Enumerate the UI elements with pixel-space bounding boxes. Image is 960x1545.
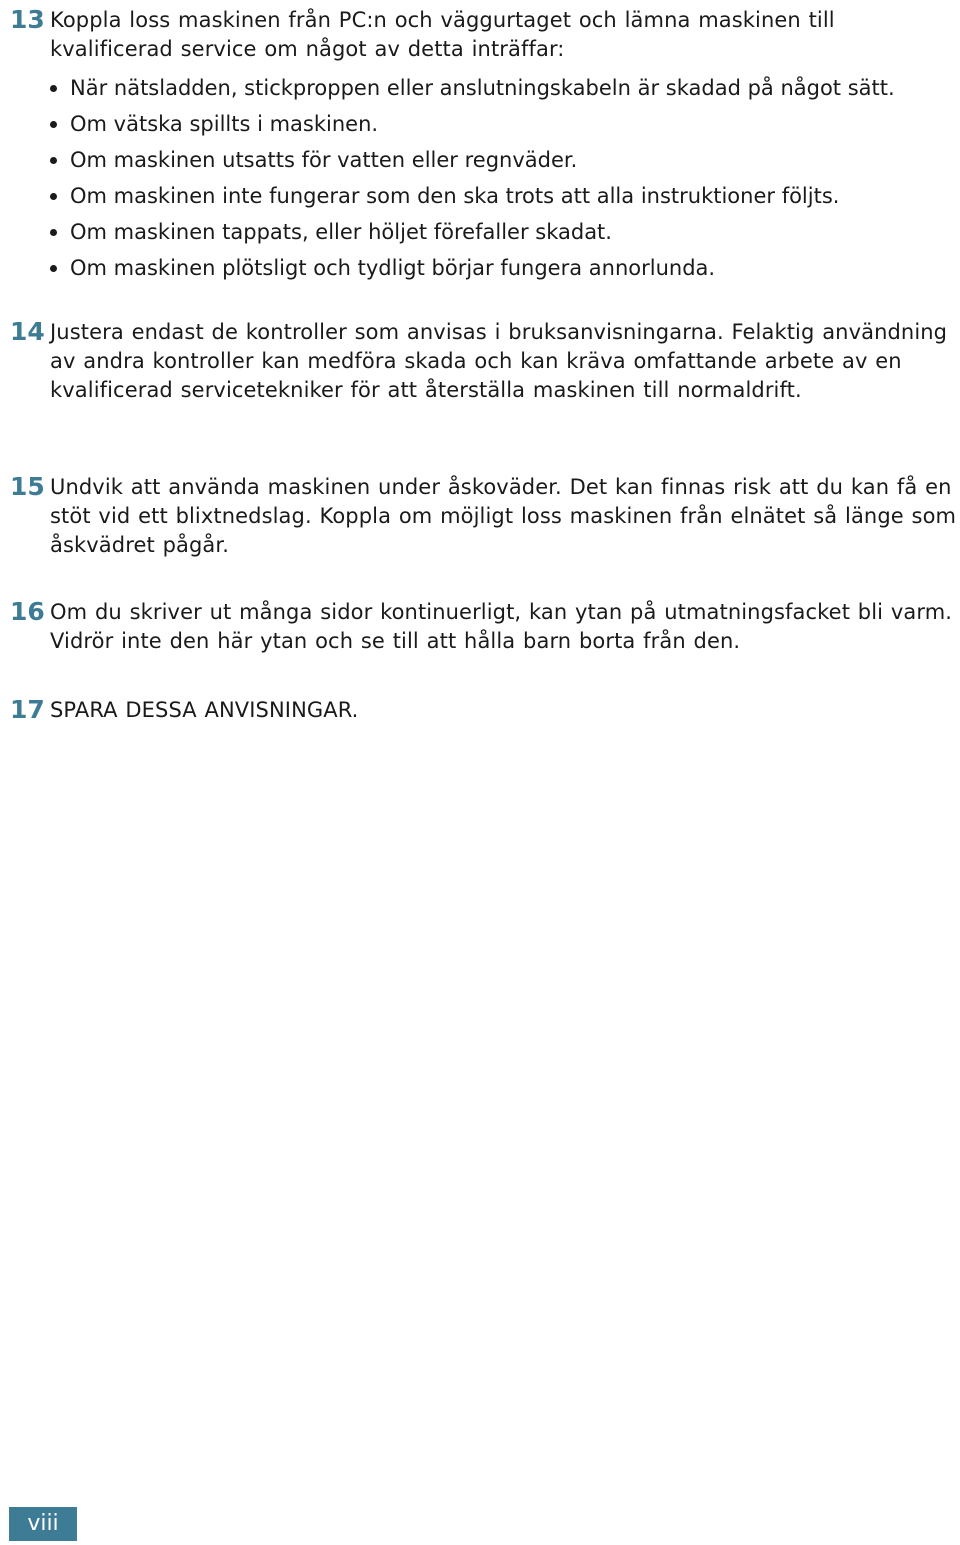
item-text: Om du skriver ut många sidor kontinuerligt, kan ytan på utmatningsfacket bli varm. Vidrör inte den här ytan och se till att hålla barn borta från den. [50,600,953,653]
list-item [50,214,960,250]
safety-item-13 [10,6,960,286]
list-item [50,106,960,142]
safety-item-14 [10,318,960,405]
bullet-icon [50,229,57,236]
list-item-text: Om maskinen inte fungerar som den ska trots att alla instruktioner följts. [70,184,840,208]
list-item [50,250,960,286]
list-item-text: Om maskinen tappats, eller höljet förefaller skadat. [70,220,612,244]
item-text: Undvik att använda maskinen under åskoväder. Det kan finnas risk att du kan få en stöt vid ett blixtnedslag. Koppla om möjligt loss maskinen från elnätet så länge som åskvädret pågår. [50,475,957,557]
list-item [50,178,960,214]
bullet-icon [50,193,57,200]
page-number-badge: viii [9,1507,77,1541]
list-item [50,142,960,178]
safety-item-16 [10,598,960,656]
list-item-text: Om vätska spillts i maskinen. [70,112,379,136]
item-number: 16 [10,597,45,626]
item-text: Koppla loss maskinen från PC:n och väggurtaget och lämna maskinen till kvalificerad service om något av detta inträffar: [50,8,835,61]
item-number: 14 [10,317,45,346]
item-number: 15 [10,472,45,501]
list-item-text: Om maskinen plötsligt och tydligt börjar fungera annorlunda. [70,256,716,280]
safety-item-15 [10,473,960,560]
list-item-text: När nätsladden, stickproppen eller anslutningskabeln är skadad på något sätt. [70,76,895,100]
item-text: SPARA DESSA ANVISNINGAR. [50,698,359,722]
bullet-icon [50,265,57,272]
bullet-icon [50,85,57,92]
list-item [50,70,960,106]
item-text: Justera endast de kontroller som anvisas i bruksanvisningarna. Felaktig användning av andra kontroller kan medföra skada och kan kräva omfattande arbete av en kvalificerad servicetekniker för att återställa maskinen till normaldrift. [50,320,948,402]
item-number: 13 [10,5,45,34]
safety-item-17 [10,696,960,725]
bullet-icon [50,157,57,164]
item-number: 17 [10,695,45,724]
bullet-list [50,70,960,286]
list-item-text: Om maskinen utsatts för vatten eller regnväder. [70,148,578,172]
bullet-icon [50,121,57,128]
